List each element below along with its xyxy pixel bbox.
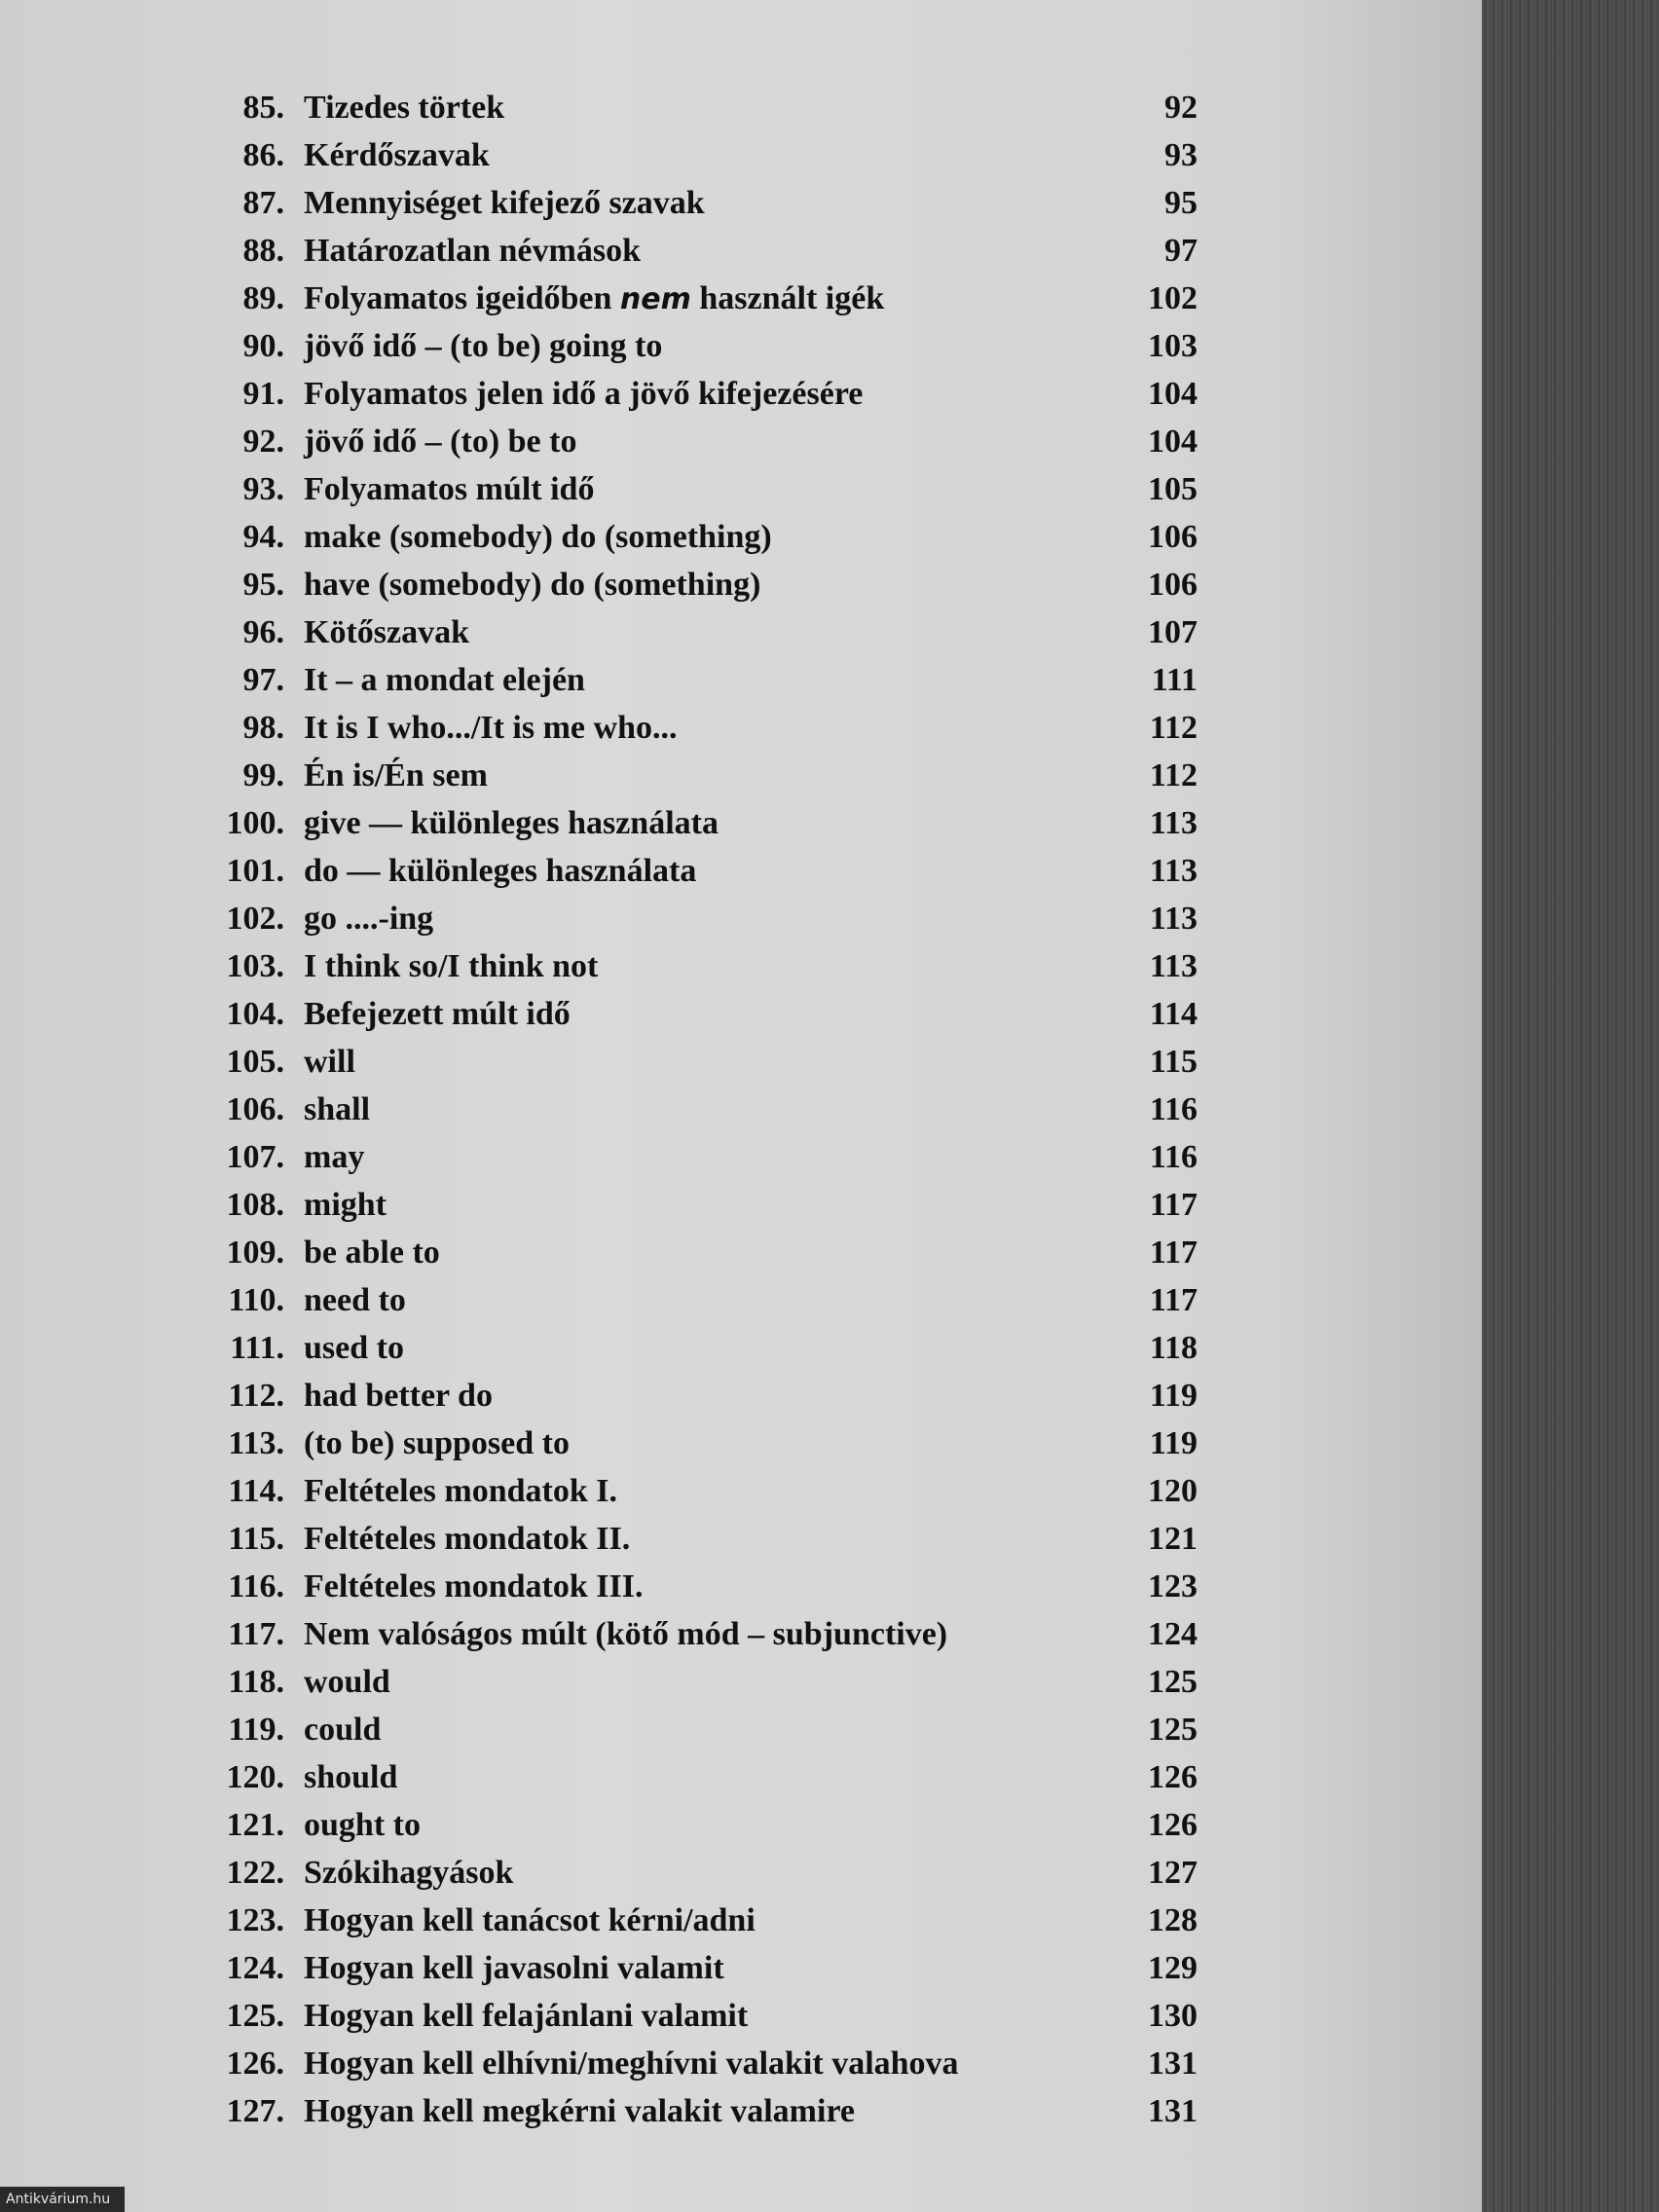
entry-page-number: 114 <box>1149 996 1198 1032</box>
entry-page-number: 123 <box>1148 1568 1198 1604</box>
entry-page-number: 106 <box>1148 567 1198 603</box>
entry-number: 123. <box>226 1902 284 1938</box>
toc-entry <box>0 1276 1482 1324</box>
toc-entry <box>0 275 1482 322</box>
entry-page-number: 92 <box>1164 90 1198 126</box>
entry-page-number: 131 <box>1148 2093 1198 2129</box>
toc-entry <box>0 131 1482 179</box>
entry-title: Hogyan kell elhívni/meghívni valakit valahova <box>304 2046 959 2082</box>
toc-entry <box>0 2040 1482 2087</box>
entry-page-number: 113 <box>1149 901 1198 937</box>
entry-page-number: 115 <box>1149 1044 1198 1080</box>
toc-entry <box>0 84 1482 131</box>
toc-entry <box>0 1038 1482 1086</box>
entry-page-number: 104 <box>1148 376 1198 412</box>
entry-title: ought to <box>304 1807 421 1843</box>
entry-page-number: 95 <box>1164 185 1198 221</box>
entry-page-number: 113 <box>1149 948 1198 984</box>
entry-page-number: 117 <box>1149 1282 1198 1318</box>
entry-page-number: 112 <box>1149 710 1198 746</box>
entry-title: (to be) supposed to <box>304 1425 570 1461</box>
entry-title: Hogyan kell felajánlani valamit <box>304 1998 749 2034</box>
entry-number: 113. <box>228 1425 284 1461</box>
entry-title: used to <box>304 1330 404 1366</box>
toc-entry <box>0 1658 1482 1706</box>
toc-entry <box>0 1229 1482 1276</box>
entry-number: 114. <box>228 1473 284 1509</box>
entry-page-number: 125 <box>1148 1712 1198 1748</box>
entry-number: 93. <box>242 471 284 507</box>
entry-page-number: 117 <box>1149 1187 1198 1223</box>
entry-page-number: 124 <box>1148 1616 1198 1652</box>
entry-title <box>304 275 884 323</box>
entry-title-emphasis: nem <box>619 282 691 316</box>
entry-number: 87. <box>242 185 284 221</box>
toc-entry <box>0 322 1482 370</box>
toc-entry <box>0 1849 1482 1897</box>
entry-title: Feltételes mondatok I. <box>304 1473 618 1509</box>
entry-title: jövő idő – (to be) going to <box>304 328 663 364</box>
toc-entry <box>0 513 1482 561</box>
toc-entry <box>0 1324 1482 1372</box>
entry-title: give — különleges használata <box>304 805 719 841</box>
entry-number: 108. <box>226 1187 284 1223</box>
entry-number: 97. <box>242 662 284 698</box>
toc-entry <box>0 1372 1482 1419</box>
toc-entry <box>0 1610 1482 1658</box>
entry-page-number: 131 <box>1148 2046 1198 2082</box>
entry-page-number: 113 <box>1149 805 1198 841</box>
toc-entry <box>0 1086 1482 1133</box>
entry-title: Folyamatos jelen idő a jövő kifejezésére <box>304 376 864 412</box>
entry-title: go ....-ing <box>304 901 434 937</box>
entry-page-number: 129 <box>1148 1950 1198 1986</box>
entry-number: 119. <box>228 1712 284 1748</box>
entry-title: Mennyiséget kifejező szavak <box>304 185 705 221</box>
toc-entry <box>0 1944 1482 1992</box>
entry-page-number: 126 <box>1148 1759 1198 1795</box>
entry-title: It is I who.../It is me who... <box>304 710 678 746</box>
toc-entry <box>0 465 1482 513</box>
entry-number: 89. <box>242 280 284 316</box>
entry-title: Hogyan kell tanácsot kérni/adni <box>304 1902 756 1938</box>
toc-entry <box>0 990 1482 1038</box>
entry-number: 120. <box>226 1759 284 1795</box>
entry-number: 107. <box>226 1139 284 1175</box>
toc-entry <box>0 227 1482 275</box>
entry-page-number: 105 <box>1148 471 1198 507</box>
entry-page-number: 120 <box>1148 1473 1198 1509</box>
entry-title: Kötőszavak <box>304 614 469 650</box>
toc-entry <box>0 799 1482 847</box>
watermark: Antikvárium.hu <box>0 2187 125 2212</box>
toc-entry <box>0 1897 1482 1944</box>
toc-entry <box>0 1801 1482 1849</box>
entry-page-number: 93 <box>1164 137 1198 173</box>
entry-page-number: 107 <box>1148 614 1198 650</box>
entry-number: 116. <box>228 1568 284 1604</box>
entry-number: 118. <box>228 1664 284 1700</box>
toc-entry <box>0 847 1482 895</box>
entry-page-number: 130 <box>1148 1998 1198 2034</box>
entry-number: 112. <box>228 1378 284 1414</box>
toc-entry <box>0 942 1482 990</box>
entry-title: Feltételes mondatok II. <box>304 1521 631 1557</box>
entry-page-number: 106 <box>1148 519 1198 555</box>
toc-entry <box>0 1181 1482 1229</box>
toc-entry <box>0 656 1482 704</box>
entry-page-number: 116 <box>1149 1139 1198 1175</box>
entry-title: Hogyan kell megkérni valakit valamire <box>304 2093 856 2129</box>
entry-title: will <box>304 1044 355 1080</box>
entry-page-number: 113 <box>1149 853 1198 889</box>
toc-entry <box>0 704 1482 752</box>
toc-entry <box>0 1753 1482 1801</box>
entry-page-number: 117 <box>1149 1235 1198 1271</box>
toc-entry <box>0 1467 1482 1515</box>
toc-entry <box>0 370 1482 418</box>
toc-entry <box>0 179 1482 227</box>
entry-number: 94. <box>242 519 284 555</box>
entry-title: have (somebody) do (something) <box>304 567 761 603</box>
toc-entry <box>0 1992 1482 2040</box>
entry-number: 117. <box>228 1616 284 1652</box>
entry-number: 121. <box>226 1807 284 1843</box>
entry-title: Folyamatos múlt idő <box>304 471 595 507</box>
entry-number: 124. <box>226 1950 284 1986</box>
entry-title: may <box>304 1139 365 1175</box>
entry-page-number: 126 <box>1148 1807 1198 1843</box>
entry-page-number: 111 <box>1151 662 1198 698</box>
entry-number: 98. <box>242 710 284 746</box>
entry-number: 102. <box>226 901 284 937</box>
entry-number: 91. <box>242 376 284 412</box>
entry-page-number: 103 <box>1148 328 1198 364</box>
entry-page-number: 116 <box>1149 1091 1198 1127</box>
entry-title: should <box>304 1759 398 1795</box>
entry-title: Tizedes törtek <box>304 90 505 126</box>
toc-entry <box>0 752 1482 799</box>
entry-title: would <box>304 1664 390 1700</box>
entry-title: shall <box>304 1091 371 1127</box>
entry-number: 125. <box>226 1998 284 2034</box>
entry-number: 106. <box>226 1091 284 1127</box>
table-of-contents <box>0 84 1482 2135</box>
toc-entry <box>0 2087 1482 2135</box>
entry-number: 92. <box>242 424 284 460</box>
entry-title: be able to <box>304 1235 440 1271</box>
toc-entry <box>0 1706 1482 1753</box>
entry-number: 95. <box>242 567 284 603</box>
entry-title-part: Folyamatos igeidőben <box>304 280 620 316</box>
entry-number: 109. <box>226 1235 284 1271</box>
entry-page-number: 97 <box>1164 233 1198 269</box>
entry-title: had better do <box>304 1378 493 1414</box>
toc-entry <box>0 608 1482 656</box>
entry-title: need to <box>304 1282 406 1318</box>
book-spine <box>1482 0 1659 2212</box>
toc-entry <box>0 1563 1482 1610</box>
entry-number: 104. <box>226 996 284 1032</box>
entry-page-number: 118 <box>1149 1330 1198 1366</box>
entry-title: Feltételes mondatok III. <box>304 1568 644 1604</box>
entry-number: 85. <box>242 90 284 126</box>
entry-title: do — különleges használata <box>304 853 697 889</box>
entry-title: Hogyan kell javasolni valamit <box>304 1950 724 1986</box>
toc-entry <box>0 1133 1482 1181</box>
entry-page-number: 119 <box>1149 1378 1198 1414</box>
toc-entry <box>0 1419 1482 1467</box>
entry-title: Kérdőszavak <box>304 137 490 173</box>
entry-title: Én is/Én sem <box>304 757 488 793</box>
toc-entry <box>0 895 1482 942</box>
entry-number: 101. <box>226 853 284 889</box>
entry-title: could <box>304 1712 382 1748</box>
entry-page-number: 104 <box>1148 424 1198 460</box>
toc-entry <box>0 561 1482 608</box>
entry-title: jövő idő – (to) be to <box>304 424 577 460</box>
entry-title: I think so/I think not <box>304 948 599 984</box>
entry-page-number: 125 <box>1148 1664 1198 1700</box>
entry-number: 88. <box>242 233 284 269</box>
entry-title: Szókihagyások <box>304 1855 514 1891</box>
entry-number: 127. <box>226 2093 284 2129</box>
entry-title: might <box>304 1187 387 1223</box>
entry-page-number: 119 <box>1149 1425 1198 1461</box>
entry-number: 103. <box>226 948 284 984</box>
toc-entry <box>0 1515 1482 1563</box>
entry-number: 96. <box>242 614 284 650</box>
entry-page-number: 127 <box>1148 1855 1198 1891</box>
entry-title: make (somebody) do (something) <box>304 519 772 555</box>
entry-title: Határozatlan névmások <box>304 233 641 269</box>
entry-number: 90. <box>242 328 284 364</box>
entry-number: 111. <box>230 1330 284 1366</box>
entry-number: 99. <box>242 757 284 793</box>
entry-number: 86. <box>242 137 284 173</box>
entry-page-number: 102 <box>1148 280 1198 316</box>
entry-number: 110. <box>228 1282 284 1318</box>
entry-title: Befejezett múlt idő <box>304 996 571 1032</box>
entry-number: 122. <box>226 1855 284 1891</box>
entry-page-number: 112 <box>1149 757 1198 793</box>
entry-title: Nem valóságos múlt (kötő mód – subjunctive) <box>304 1616 948 1652</box>
entry-page-number: 128 <box>1148 1902 1198 1938</box>
entry-number: 100. <box>226 805 284 841</box>
entry-page-number: 121 <box>1148 1521 1198 1557</box>
entry-number: 105. <box>226 1044 284 1080</box>
entry-title-part: használt igék <box>690 280 885 316</box>
toc-entry <box>0 418 1482 465</box>
entry-title: It – a mondat elején <box>304 662 585 698</box>
entry-number: 126. <box>226 2046 284 2082</box>
entry-number: 115. <box>228 1521 284 1557</box>
